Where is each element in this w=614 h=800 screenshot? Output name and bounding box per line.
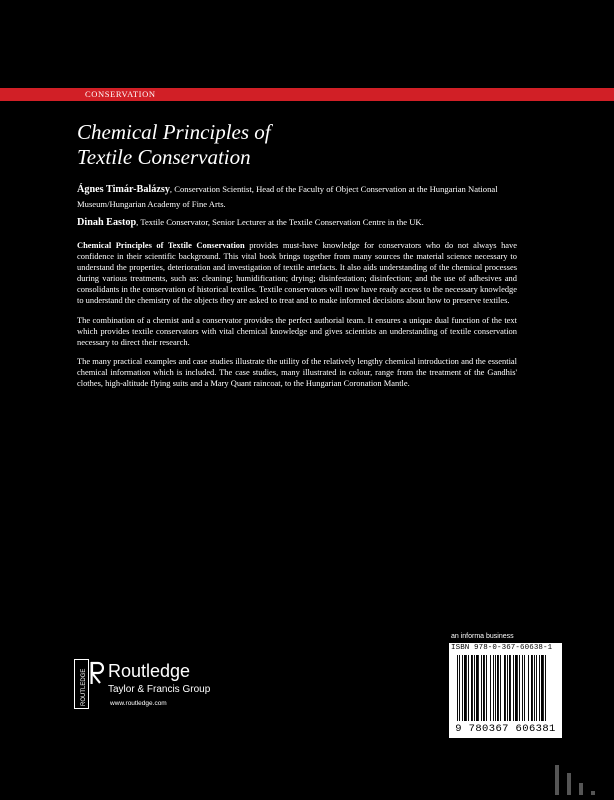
- barcode-bar: [519, 655, 520, 721]
- author-1: [77, 182, 527, 211]
- barcode-bar: [539, 655, 540, 721]
- barcode: [449, 643, 562, 738]
- barcode-bar: [531, 655, 533, 721]
- barcode-bar: [493, 655, 494, 721]
- paragraph-1-bold: Chemical Principles of Textile Conservation: [77, 240, 245, 250]
- barcode-bar: [534, 655, 535, 721]
- ean-digits: 9 780367 606381: [455, 723, 556, 735]
- isbn-label: ISBN 978-0-367-60638-1: [451, 644, 553, 652]
- barcode-bar: [545, 655, 546, 721]
- barcode-bar: [483, 655, 485, 721]
- barcode-bar: [474, 655, 475, 721]
- paragraph-3: The many practical examples and case studies illustrate the utility of the relatively lengthy chemical introduction and the essential chemical information which is included. The case studies, many illustrated in colour, range from the treatment of the Gandhis' clothes, high-altitude flying suits and a Mary Quant raincoat, to the Hungarian Coronation Mantle.: [77, 355, 517, 389]
- paragraph-2: The combination of a chemist and a conservator provides the perfect authorial team. It ensures a unique dual function of the text which provides textile conservators with vital chemical knowledge and gives scientists an understanding of textile conservation necessary to direct their research.: [77, 314, 517, 347]
- publisher-name: Routledge: [108, 661, 191, 681]
- spine-tick: [567, 773, 571, 795]
- publisher-url: www.routledge.com: [110, 700, 167, 707]
- author-1-name: Ágnes Timár-Balázsy: [77, 184, 170, 195]
- informa-label: an informa business: [451, 633, 514, 640]
- barcode-bar: [486, 655, 487, 721]
- barcode-bar: [471, 655, 473, 721]
- spine-tick: [555, 765, 559, 795]
- barcode-bar: [481, 655, 482, 721]
- barcode-bar: [515, 655, 518, 721]
- author-2-name: Dinah Eastop: [77, 217, 137, 228]
- barcode-bar: [476, 655, 479, 721]
- barcode-bar: [513, 655, 514, 721]
- barcode-bar: [459, 655, 460, 721]
- author-1-description: , Conservation Scientist, Head of the Faculty of Object Conservation at the Hungarian National Museum/Hungarian Academy of Fine Arts.: [77, 184, 498, 209]
- book-title: [77, 120, 547, 170]
- spine-tick: [591, 791, 595, 795]
- barcode-bar: [504, 655, 506, 721]
- barcode-bar: [497, 655, 499, 721]
- barcode-bar: [507, 655, 508, 721]
- paragraph-1-text: provides must-have knowledge for conservators who do not always have confidence in their scientific background. This vital book brings together from many sources the material science necessary to understand the properties, deterioration and investigation of textile artefacts. It also aids understanding of the chemical processes during various treatments, such as: cleaning; humidification; drying; disinfestation; disinfection; and the use of adhesives and consolidants in the conservation of historical textiles. Textile conservators will now have ready access to the necessary knowledge to understand the chemistry of the objects they are asked to treat and to make informed decisions about how to preserve textiles.: [77, 240, 517, 306]
- title-line-2: Textile Conservation: [77, 145, 251, 169]
- spine-tick: [579, 783, 583, 795]
- spine-marks: [553, 735, 608, 796]
- barcode-bar: [490, 655, 491, 721]
- publisher-logo: [74, 659, 211, 714]
- barcode-bar: [500, 655, 501, 721]
- barcode-bar: [528, 655, 529, 721]
- description-body: [77, 240, 517, 397]
- title-line-1: Chemical Principles of: [77, 120, 271, 144]
- routledge-logo-icon: [74, 659, 104, 709]
- barcode-bar: [536, 655, 537, 721]
- spine-mark-icon: [553, 735, 608, 795]
- series-label: CONSERVATION: [85, 89, 156, 99]
- barcode-bar: [468, 655, 469, 721]
- barcode-bar: [464, 655, 467, 721]
- barcode-bars: [449, 643, 562, 723]
- logo-vertical-text: ROUTLEDGE: [81, 668, 87, 706]
- barcode-bar: [509, 655, 511, 721]
- barcode-bar: [541, 655, 544, 721]
- barcode-bar: [462, 655, 463, 721]
- author-2-description: , Textile Conservator, Senior Lecturer at the Textile Conservation Centre in the UK.: [136, 217, 424, 227]
- publisher-group: Taylor & Francis Group: [108, 684, 211, 695]
- barcode-bar: [495, 655, 496, 721]
- series-bar: [0, 88, 614, 101]
- barcode-bar: [522, 655, 523, 721]
- paragraph-1: [77, 240, 517, 307]
- barcode-bar: [524, 655, 525, 721]
- author-2: [77, 215, 527, 230]
- barcode-bar: [457, 655, 458, 721]
